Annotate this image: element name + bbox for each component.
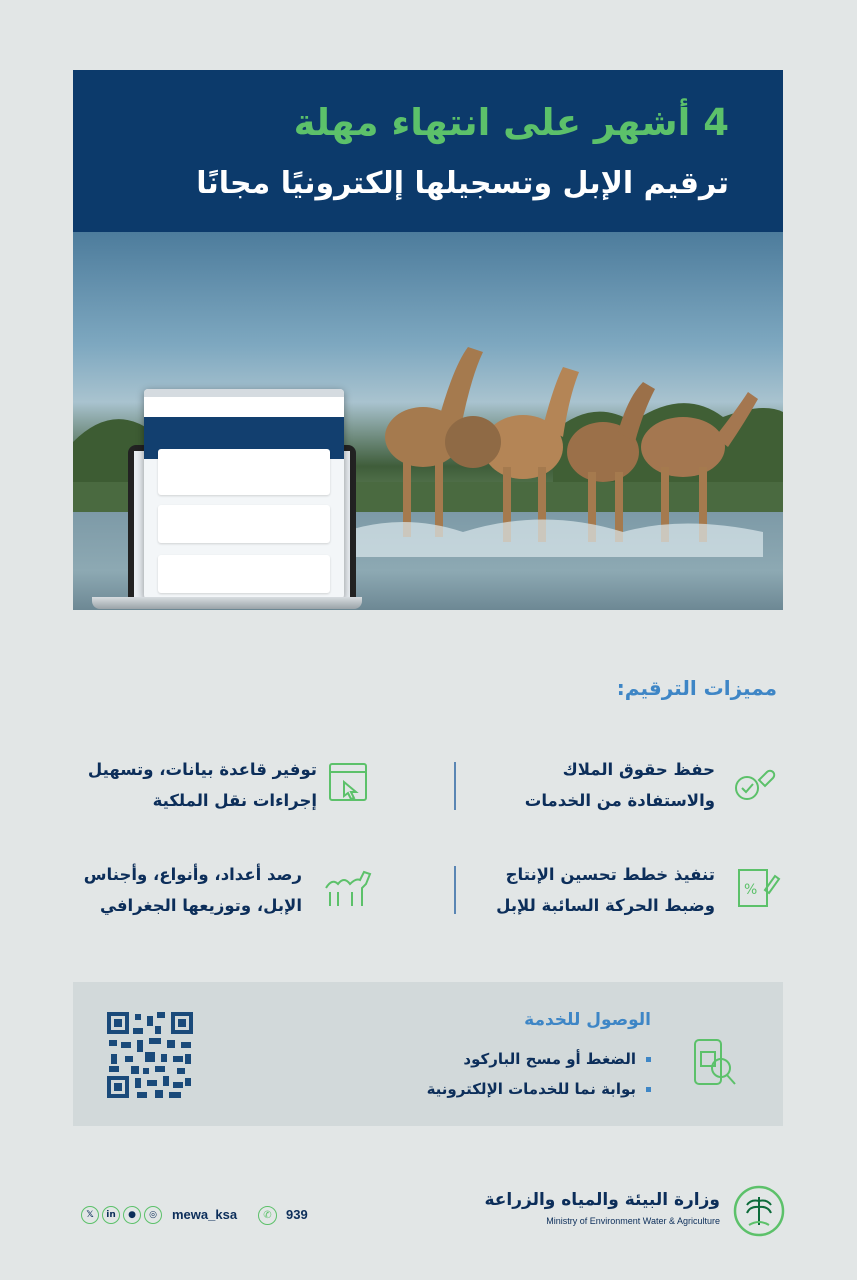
feature-line: والاستفادة من الخدمات (524, 791, 715, 810)
feature-census (84, 859, 302, 921)
stamp-check-icon (731, 758, 781, 808)
feature-database (88, 754, 317, 816)
svg-text:%: % (744, 882, 758, 898)
ministry-name-en: Ministry of Environment Water & Agriculture (546, 1216, 720, 1226)
access-title: الوصول للخدمة (524, 1010, 651, 1030)
feature-production (496, 859, 715, 921)
list-item: الضغط أو مسح الباركود (427, 1044, 651, 1074)
laptop-base (92, 597, 362, 609)
snapchat-icon[interactable]: ● (123, 1206, 141, 1224)
social-links (81, 1206, 162, 1224)
phone-icon: ✆ (258, 1206, 277, 1225)
feature-line: حفظ حقوق الملاك (562, 760, 715, 779)
feature-line: رصد أعداد، وأنواع، وأجناس (83, 865, 302, 884)
ministry-name (484, 1190, 720, 1226)
ministry-name-ar: وزارة البيئة والمياه والزراعة (484, 1190, 720, 1210)
camels-herd (343, 327, 763, 557)
phone-scan-icon (693, 1038, 737, 1088)
feature-line: وضبط الحركة السائبة للإبل (496, 896, 715, 915)
phone-number[interactable]: 939 (286, 1207, 308, 1222)
ministry-logo-icon (733, 1185, 785, 1237)
access-panel (73, 982, 783, 1126)
headline-deadline: 4 أشهر على انتهاء مهلة (293, 101, 729, 144)
social-handle[interactable]: mewa_ksa (172, 1207, 238, 1222)
feature-divider (454, 762, 456, 810)
feature-owner-rights (525, 754, 715, 816)
qr-code[interactable] (107, 1012, 193, 1098)
feature-line: توفير قاعدة بيانات، وتسهيل (87, 760, 317, 779)
feature-line: إجراءات نقل الملكية (152, 791, 317, 810)
linkedin-icon[interactable]: in (102, 1206, 120, 1224)
feature-divider (454, 866, 456, 914)
features-title: مميزات الترقيم: (616, 676, 777, 700)
feature-line: تنفيذ خطط تحسين الإنتاج (505, 865, 715, 884)
access-list (427, 1044, 651, 1104)
headline-banner (73, 70, 783, 232)
instagram-icon[interactable]: ◎ (144, 1206, 162, 1224)
x-icon[interactable]: 𝕏 (81, 1206, 99, 1224)
browser-click-icon (324, 758, 374, 808)
laptop-mockup (92, 385, 362, 615)
headline-service: ترقيم الإبل وتسجيلها إلكترونيًا مجانًا (196, 166, 729, 201)
percent-document-icon (733, 862, 783, 912)
list-item[interactable]: بوابة نما للخدمات الإلكترونية (427, 1074, 651, 1104)
camel-icon (322, 864, 372, 914)
feature-line: الإبل، وتوزيعها الجغرافي (100, 896, 302, 915)
portal-screenshot (144, 389, 344, 599)
